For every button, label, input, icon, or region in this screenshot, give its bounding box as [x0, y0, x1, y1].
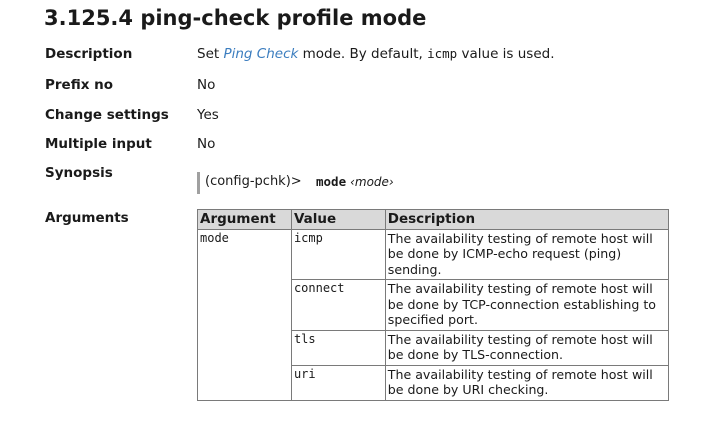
prefix-no-label: Prefix no — [45, 77, 114, 93]
table-row — [198, 365, 669, 400]
synopsis-bar — [197, 172, 200, 194]
argument-cell-empty — [198, 365, 292, 400]
description-value — [197, 46, 555, 62]
argument-cell-empty — [198, 330, 292, 365]
description-post: value is used. — [457, 46, 555, 62]
table-row — [198, 280, 669, 331]
header-argument: Argument — [198, 210, 292, 230]
table-header-row — [198, 210, 669, 230]
table-row — [198, 229, 669, 280]
synopsis-context: (config-pchk)> — [205, 174, 302, 189]
page-title: 3.125.4 ping-check profile mode — [44, 6, 427, 30]
description-label: Description — [45, 46, 133, 62]
argument-cell-empty — [198, 280, 292, 331]
description-cell: The availability testing of remote host will be done by URI checking. — [385, 365, 668, 400]
value-cell: tls — [291, 330, 385, 365]
multiple-input-label: Multiple input — [45, 136, 152, 152]
value-cell: uri — [291, 365, 385, 400]
synopsis-keyword: mode — [316, 174, 347, 189]
synopsis-label: Synopsis — [45, 165, 113, 181]
table-row — [198, 330, 669, 365]
description-pre: Set — [197, 46, 224, 62]
ping-check-link[interactable]: Ping Check — [223, 46, 299, 62]
argument-name: mode — [198, 229, 292, 280]
arguments-label: Arguments — [45, 210, 129, 226]
multiple-input-value: No — [197, 136, 216, 152]
header-value: Value — [291, 210, 385, 230]
synopsis-param: ‹mode› — [350, 175, 394, 189]
arguments-table — [197, 209, 669, 401]
synopsis-command — [316, 174, 394, 189]
description-mid: mode. By default, — [298, 46, 428, 62]
change-settings-label: Change settings — [45, 107, 169, 123]
description-cell: The availability testing of remote host will be done by TCP-connection establishing to specified port. — [385, 280, 668, 331]
header-description: Description — [385, 210, 668, 230]
description-cell: The availability testing of remote host will be done by ICMP-echo request (ping) sending. — [385, 229, 668, 280]
default-value-code: icmp — [427, 46, 458, 61]
description-cell: The availability testing of remote host will be done by TLS-connection. — [385, 330, 668, 365]
value-cell: connect — [291, 280, 385, 331]
change-settings-value: Yes — [197, 107, 219, 123]
value-cell: icmp — [291, 229, 385, 280]
prefix-no-value: No — [197, 77, 216, 93]
